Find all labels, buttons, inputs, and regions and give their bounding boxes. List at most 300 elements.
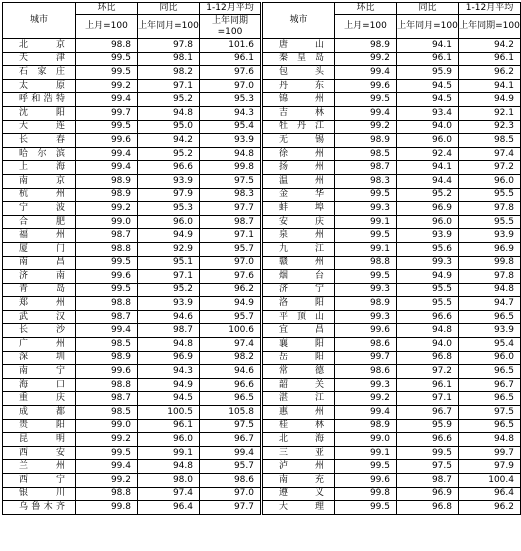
table-row xyxy=(3,433,521,447)
avg-value-right: 95.5 xyxy=(459,188,521,202)
yoy-value-left: 92.9 xyxy=(138,242,200,256)
city-name-right: 温州 xyxy=(262,174,335,188)
yoy-value-right: 95.9 xyxy=(397,419,459,433)
city-name-left: 西宁 xyxy=(3,474,76,488)
yoy-value-right: 94.0 xyxy=(397,338,459,352)
avg-value-left: 99.8 xyxy=(200,161,262,175)
table-row xyxy=(3,39,521,53)
yoy-value-left: 96.0 xyxy=(138,215,200,229)
table-row xyxy=(3,256,521,270)
mom-value-left: 99.2 xyxy=(76,474,138,488)
city-name-right: 丹东 xyxy=(262,79,335,93)
city-name-right: 济宁 xyxy=(262,283,335,297)
table-row xyxy=(3,147,521,161)
yoy-value-right: 96.9 xyxy=(397,202,459,216)
avg-value-left: 97.6 xyxy=(200,66,262,80)
table-row xyxy=(3,242,521,256)
mom-value-right: 99.5 xyxy=(335,93,397,107)
table-header xyxy=(3,3,521,39)
header-city-right: 城市 xyxy=(262,3,335,39)
yoy-value-left: 97.1 xyxy=(138,79,200,93)
city-name-right: 常德 xyxy=(262,365,335,379)
yoy-value-right: 96.8 xyxy=(397,501,459,515)
mom-value-right: 98.6 xyxy=(335,338,397,352)
avg-value-left: 95.7 xyxy=(200,242,262,256)
mom-value-left: 99.6 xyxy=(76,270,138,284)
avg-value-right: 97.4 xyxy=(459,147,521,161)
city-name-right: 三亚 xyxy=(262,446,335,460)
yoy-value-left: 96.1 xyxy=(138,419,200,433)
city-name-left: 厦门 xyxy=(3,242,76,256)
table-row xyxy=(3,324,521,338)
yoy-value-left: 96.9 xyxy=(138,351,200,365)
yoy-value-left: 94.6 xyxy=(138,310,200,324)
avg-value-left: 94.9 xyxy=(200,297,262,311)
avg-value-right: 93.9 xyxy=(459,229,521,243)
city-name-left: 郑州 xyxy=(3,297,76,311)
avg-value-left: 97.0 xyxy=(200,79,262,93)
avg-value-left: 97.5 xyxy=(200,419,262,433)
table-row xyxy=(3,229,521,243)
table-row xyxy=(3,310,521,324)
mom-value-left: 98.9 xyxy=(76,351,138,365)
city-name-left: 大连 xyxy=(3,120,76,134)
yoy-value-right: 96.1 xyxy=(397,52,459,66)
price-index-table-container xyxy=(2,2,520,549)
yoy-value-right: 98.7 xyxy=(397,474,459,488)
mom-value-right: 99.4 xyxy=(335,66,397,80)
table-row xyxy=(3,297,521,311)
mom-value-right: 99.1 xyxy=(335,215,397,229)
avg-value-right: 96.9 xyxy=(459,242,521,256)
mom-value-left: 99.4 xyxy=(76,460,138,474)
avg-value-left: 94.8 xyxy=(200,147,262,161)
yoy-value-right: 96.6 xyxy=(397,433,459,447)
avg-value-left: 97.7 xyxy=(200,501,262,515)
city-name-right: 湛江 xyxy=(262,392,335,406)
mom-value-left: 99.4 xyxy=(76,93,138,107)
table-row xyxy=(3,93,521,107)
city-name-left: 南京 xyxy=(3,174,76,188)
city-name-left: 北京 xyxy=(3,39,76,53)
avg-value-left: 96.7 xyxy=(200,433,262,447)
avg-value-right: 97.8 xyxy=(459,270,521,284)
mom-value-left: 98.8 xyxy=(76,242,138,256)
avg-value-left: 99.4 xyxy=(200,446,262,460)
avg-value-left: 105.8 xyxy=(200,406,262,420)
header-mom-sub-right: 上月=100 xyxy=(335,15,397,39)
mom-value-left: 98.7 xyxy=(76,229,138,243)
yoy-value-right: 96.7 xyxy=(397,406,459,420)
avg-value-left: 98.3 xyxy=(200,188,262,202)
city-name-left: 合肥 xyxy=(3,215,76,229)
mom-value-right: 99.3 xyxy=(335,202,397,216)
yoy-value-right: 96.1 xyxy=(397,378,459,392)
header-avg-sub-left: 上年同期=100 xyxy=(200,15,262,39)
yoy-value-left: 99.1 xyxy=(138,446,200,460)
table-row xyxy=(3,79,521,93)
mom-value-right: 99.2 xyxy=(335,120,397,134)
table-row xyxy=(3,120,521,134)
yoy-value-left: 95.2 xyxy=(138,283,200,297)
yoy-value-right: 97.5 xyxy=(397,460,459,474)
city-name-left: 深圳 xyxy=(3,351,76,365)
table-row xyxy=(3,460,521,474)
mom-value-right: 99.2 xyxy=(335,392,397,406)
city-name-right: 遵义 xyxy=(262,487,335,501)
yoy-value-left: 94.9 xyxy=(138,229,200,243)
city-name-left: 重庆 xyxy=(3,392,76,406)
avg-value-right: 97.2 xyxy=(459,161,521,175)
city-name-left: 昆明 xyxy=(3,433,76,447)
mom-value-left: 98.7 xyxy=(76,310,138,324)
mom-value-right: 98.7 xyxy=(335,161,397,175)
mom-value-right: 99.3 xyxy=(335,378,397,392)
city-name-left: 武汉 xyxy=(3,310,76,324)
mom-value-left: 99.7 xyxy=(76,106,138,120)
mom-value-right: 99.6 xyxy=(335,79,397,93)
mom-value-left: 98.9 xyxy=(76,188,138,202)
city-name-left: 呼和浩特 xyxy=(3,93,76,107)
city-name-right: 烟台 xyxy=(262,270,335,284)
table-row xyxy=(3,106,521,120)
avg-value-right: 100.4 xyxy=(459,474,521,488)
table-row xyxy=(3,392,521,406)
city-name-right: 惠州 xyxy=(262,406,335,420)
city-name-left: 长春 xyxy=(3,134,76,148)
yoy-value-right: 97.2 xyxy=(397,365,459,379)
city-name-left: 杭州 xyxy=(3,188,76,202)
yoy-value-right: 94.5 xyxy=(397,79,459,93)
city-name-right: 无锡 xyxy=(262,134,335,148)
yoy-value-right: 94.8 xyxy=(397,324,459,338)
yoy-value-left: 98.1 xyxy=(138,52,200,66)
table-row xyxy=(3,215,521,229)
city-name-left: 西安 xyxy=(3,446,76,460)
city-name-right: 扬州 xyxy=(262,161,335,175)
header-mom-left: 环比 xyxy=(76,3,138,15)
mom-value-left: 99.6 xyxy=(76,365,138,379)
city-name-right: 唐山 xyxy=(262,39,335,53)
avg-value-right: 95.4 xyxy=(459,338,521,352)
avg-value-left: 96.6 xyxy=(200,378,262,392)
avg-value-left: 97.0 xyxy=(200,256,262,270)
yoy-value-right: 96.6 xyxy=(397,310,459,324)
yoy-value-right: 95.2 xyxy=(397,188,459,202)
yoy-value-right: 94.4 xyxy=(397,174,459,188)
city-name-right: 泉州 xyxy=(262,229,335,243)
header-yoy-sub-left: 上年同月=100 xyxy=(138,15,200,39)
table-row xyxy=(3,474,521,488)
mom-value-right: 99.1 xyxy=(335,446,397,460)
city-name-right: 秦皇岛 xyxy=(262,52,335,66)
mom-value-left: 99.5 xyxy=(76,120,138,134)
yoy-value-left: 94.8 xyxy=(138,460,200,474)
avg-value-left: 95.4 xyxy=(200,120,262,134)
yoy-value-left: 98.7 xyxy=(138,324,200,338)
avg-value-left: 100.6 xyxy=(200,324,262,338)
table-row xyxy=(3,52,521,66)
avg-value-left: 96.2 xyxy=(200,283,262,297)
avg-value-left: 97.4 xyxy=(200,338,262,352)
mom-value-left: 99.5 xyxy=(76,52,138,66)
avg-value-right: 94.2 xyxy=(459,39,521,53)
mom-value-left: 99.4 xyxy=(76,147,138,161)
yoy-value-right: 94.5 xyxy=(397,93,459,107)
yoy-value-left: 96.0 xyxy=(138,433,200,447)
table-row xyxy=(3,365,521,379)
mom-value-right: 98.3 xyxy=(335,174,397,188)
avg-value-right: 96.0 xyxy=(459,174,521,188)
yoy-value-left: 95.2 xyxy=(138,147,200,161)
mom-value-right: 99.8 xyxy=(335,487,397,501)
city-name-left: 兰州 xyxy=(3,460,76,474)
avg-value-right: 92.3 xyxy=(459,120,521,134)
mom-value-right: 98.9 xyxy=(335,297,397,311)
city-name-right: 洛阳 xyxy=(262,297,335,311)
city-name-right: 北海 xyxy=(262,433,335,447)
yoy-value-left: 95.1 xyxy=(138,256,200,270)
yoy-value-right: 94.1 xyxy=(397,161,459,175)
city-name-left: 石家庄 xyxy=(3,66,76,80)
mom-value-right: 98.9 xyxy=(335,134,397,148)
mom-value-left: 99.5 xyxy=(76,256,138,270)
mom-value-left: 99.2 xyxy=(76,433,138,447)
header-city-left: 城市 xyxy=(3,3,76,39)
city-name-right: 平顶山 xyxy=(262,310,335,324)
avg-value-left: 97.6 xyxy=(200,270,262,284)
table-row xyxy=(3,134,521,148)
yoy-value-left: 94.9 xyxy=(138,378,200,392)
header-yoy-left: 同比 xyxy=(138,3,200,15)
yoy-value-left: 94.8 xyxy=(138,106,200,120)
mom-value-left: 98.9 xyxy=(76,174,138,188)
header-avg-sub-right: 上年同期=100 xyxy=(459,15,521,39)
city-name-left: 广州 xyxy=(3,338,76,352)
city-name-right: 韶关 xyxy=(262,378,335,392)
mom-value-right: 99.4 xyxy=(335,106,397,120)
table-row xyxy=(3,202,521,216)
table-row xyxy=(3,174,521,188)
city-name-left: 南昌 xyxy=(3,256,76,270)
city-name-left: 乌鲁木齐 xyxy=(3,501,76,515)
mom-value-right: 99.3 xyxy=(335,310,397,324)
avg-value-right: 94.1 xyxy=(459,79,521,93)
avg-value-left: 101.6 xyxy=(200,39,262,53)
table-row xyxy=(3,283,521,297)
avg-value-right: 97.5 xyxy=(459,406,521,420)
yoy-value-left: 97.9 xyxy=(138,188,200,202)
city-name-left: 太原 xyxy=(3,79,76,93)
city-name-right: 蚌埠 xyxy=(262,202,335,216)
avg-value-left: 98.7 xyxy=(200,215,262,229)
table-row xyxy=(3,188,521,202)
avg-value-left: 96.1 xyxy=(200,52,262,66)
yoy-value-right: 93.9 xyxy=(397,229,459,243)
city-name-left: 南宁 xyxy=(3,365,76,379)
yoy-value-right: 96.8 xyxy=(397,351,459,365)
yoy-value-left: 97.8 xyxy=(138,39,200,53)
avg-value-left: 98.2 xyxy=(200,351,262,365)
mom-value-left: 99.8 xyxy=(76,501,138,515)
city-name-right: 宜昌 xyxy=(262,324,335,338)
city-name-right: 岳阳 xyxy=(262,351,335,365)
avg-value-left: 94.6 xyxy=(200,365,262,379)
mom-value-left: 99.2 xyxy=(76,202,138,216)
mom-value-right: 98.8 xyxy=(335,256,397,270)
avg-value-left: 95.7 xyxy=(200,310,262,324)
city-name-left: 成都 xyxy=(3,406,76,420)
mom-value-right: 99.5 xyxy=(335,229,397,243)
avg-value-left: 93.9 xyxy=(200,134,262,148)
table-row xyxy=(3,487,521,501)
avg-value-right: 96.7 xyxy=(459,378,521,392)
avg-value-right: 96.5 xyxy=(459,419,521,433)
yoy-value-left: 96.6 xyxy=(138,161,200,175)
city-name-right: 金华 xyxy=(262,188,335,202)
city-name-right: 安庆 xyxy=(262,215,335,229)
mom-value-left: 99.0 xyxy=(76,215,138,229)
yoy-value-right: 95.5 xyxy=(397,297,459,311)
mom-value-left: 99.2 xyxy=(76,79,138,93)
city-name-right: 桂林 xyxy=(262,419,335,433)
yoy-value-right: 96.0 xyxy=(397,215,459,229)
mom-value-right: 99.0 xyxy=(335,433,397,447)
city-name-right: 锦州 xyxy=(262,93,335,107)
table-row xyxy=(3,161,521,175)
avg-value-right: 94.8 xyxy=(459,283,521,297)
mom-value-left: 98.8 xyxy=(76,378,138,392)
avg-value-left: 97.0 xyxy=(200,487,262,501)
table-row xyxy=(3,351,521,365)
header-avg-left: 1-12月平均 xyxy=(200,3,262,15)
city-name-right: 南充 xyxy=(262,474,335,488)
city-name-left: 沈阳 xyxy=(3,106,76,120)
avg-value-right: 94.7 xyxy=(459,297,521,311)
city-name-left: 上海 xyxy=(3,161,76,175)
mom-value-left: 99.5 xyxy=(76,446,138,460)
mom-value-right: 99.6 xyxy=(335,324,397,338)
mom-value-left: 99.4 xyxy=(76,161,138,175)
city-name-right: 大理 xyxy=(262,501,335,515)
yoy-value-right: 96.9 xyxy=(397,487,459,501)
avg-value-right: 94.8 xyxy=(459,433,521,447)
mom-value-right: 99.4 xyxy=(335,406,397,420)
avg-value-right: 99.8 xyxy=(459,256,521,270)
city-name-left: 天津 xyxy=(3,52,76,66)
city-name-right: 牡丹江 xyxy=(262,120,335,134)
mom-value-right: 98.5 xyxy=(335,147,397,161)
avg-value-right: 99.7 xyxy=(459,446,521,460)
mom-value-right: 99.2 xyxy=(335,52,397,66)
avg-value-left: 98.6 xyxy=(200,474,262,488)
yoy-value-left: 96.4 xyxy=(138,501,200,515)
avg-value-left: 97.5 xyxy=(200,174,262,188)
avg-value-right: 92.1 xyxy=(459,106,521,120)
table-row xyxy=(3,66,521,80)
yoy-value-right: 93.4 xyxy=(397,106,459,120)
avg-value-right: 96.4 xyxy=(459,487,521,501)
mom-value-left: 99.5 xyxy=(76,283,138,297)
mom-value-right: 99.7 xyxy=(335,351,397,365)
header-mom-right: 环比 xyxy=(335,3,397,15)
mom-value-right: 99.3 xyxy=(335,283,397,297)
yoy-value-right: 95.6 xyxy=(397,242,459,256)
avg-value-right: 96.0 xyxy=(459,351,521,365)
yoy-value-left: 97.4 xyxy=(138,487,200,501)
header-yoy-right: 同比 xyxy=(397,3,459,15)
city-name-left: 长沙 xyxy=(3,324,76,338)
city-name-right: 吉林 xyxy=(262,106,335,120)
avg-value-right: 96.5 xyxy=(459,310,521,324)
avg-value-right: 96.1 xyxy=(459,52,521,66)
avg-value-right: 97.9 xyxy=(459,460,521,474)
avg-value-right: 96.5 xyxy=(459,365,521,379)
city-name-left: 福州 xyxy=(3,229,76,243)
mom-value-left: 98.8 xyxy=(76,487,138,501)
mom-value-left: 99.6 xyxy=(76,134,138,148)
mom-value-left: 99.4 xyxy=(76,324,138,338)
table-row xyxy=(3,446,521,460)
city-name-left: 哈尔滨 xyxy=(3,147,76,161)
mom-value-left: 98.8 xyxy=(76,39,138,53)
city-name-left: 宁波 xyxy=(3,202,76,216)
avg-value-right: 94.9 xyxy=(459,93,521,107)
yoy-value-right: 99.5 xyxy=(397,446,459,460)
city-name-right: 徐州 xyxy=(262,147,335,161)
mom-value-left: 98.8 xyxy=(76,297,138,311)
city-name-right: 九江 xyxy=(262,242,335,256)
mom-value-left: 99.0 xyxy=(76,419,138,433)
mom-value-right: 98.6 xyxy=(335,365,397,379)
header-row-top xyxy=(3,3,521,15)
city-name-left: 济南 xyxy=(3,270,76,284)
avg-value-right: 93.9 xyxy=(459,324,521,338)
table-row xyxy=(3,378,521,392)
yoy-value-right: 92.4 xyxy=(397,147,459,161)
table-body xyxy=(3,39,521,515)
yoy-value-left: 94.8 xyxy=(138,338,200,352)
header-mom-sub-left: 上月=100 xyxy=(76,15,138,39)
avg-value-right: 97.8 xyxy=(459,202,521,216)
city-name-right: 襄阳 xyxy=(262,338,335,352)
city-name-right: 赣州 xyxy=(262,256,335,270)
avg-value-right: 96.2 xyxy=(459,66,521,80)
table-row xyxy=(3,419,521,433)
mom-value-right: 99.5 xyxy=(335,270,397,284)
table-row xyxy=(3,270,521,284)
yoy-value-right: 96.0 xyxy=(397,134,459,148)
avg-value-right: 96.2 xyxy=(459,501,521,515)
mom-value-right: 99.1 xyxy=(335,242,397,256)
city-name-left: 青岛 xyxy=(3,283,76,297)
mom-value-right: 98.9 xyxy=(335,419,397,433)
yoy-value-right: 95.5 xyxy=(397,283,459,297)
city-name-left: 银川 xyxy=(3,487,76,501)
yoy-value-left: 98.0 xyxy=(138,474,200,488)
yoy-value-right: 95.9 xyxy=(397,66,459,80)
header-yoy-sub-right: 上年同月=100 xyxy=(397,15,459,39)
avg-value-left: 97.7 xyxy=(200,202,262,216)
yoy-value-left: 94.2 xyxy=(138,134,200,148)
mom-value-left: 98.5 xyxy=(76,406,138,420)
city-name-right: 泸州 xyxy=(262,460,335,474)
mom-value-left: 98.5 xyxy=(76,338,138,352)
mom-value-left: 98.7 xyxy=(76,392,138,406)
avg-value-right: 95.5 xyxy=(459,215,521,229)
yoy-value-left: 94.3 xyxy=(138,365,200,379)
yoy-value-left: 93.9 xyxy=(138,174,200,188)
